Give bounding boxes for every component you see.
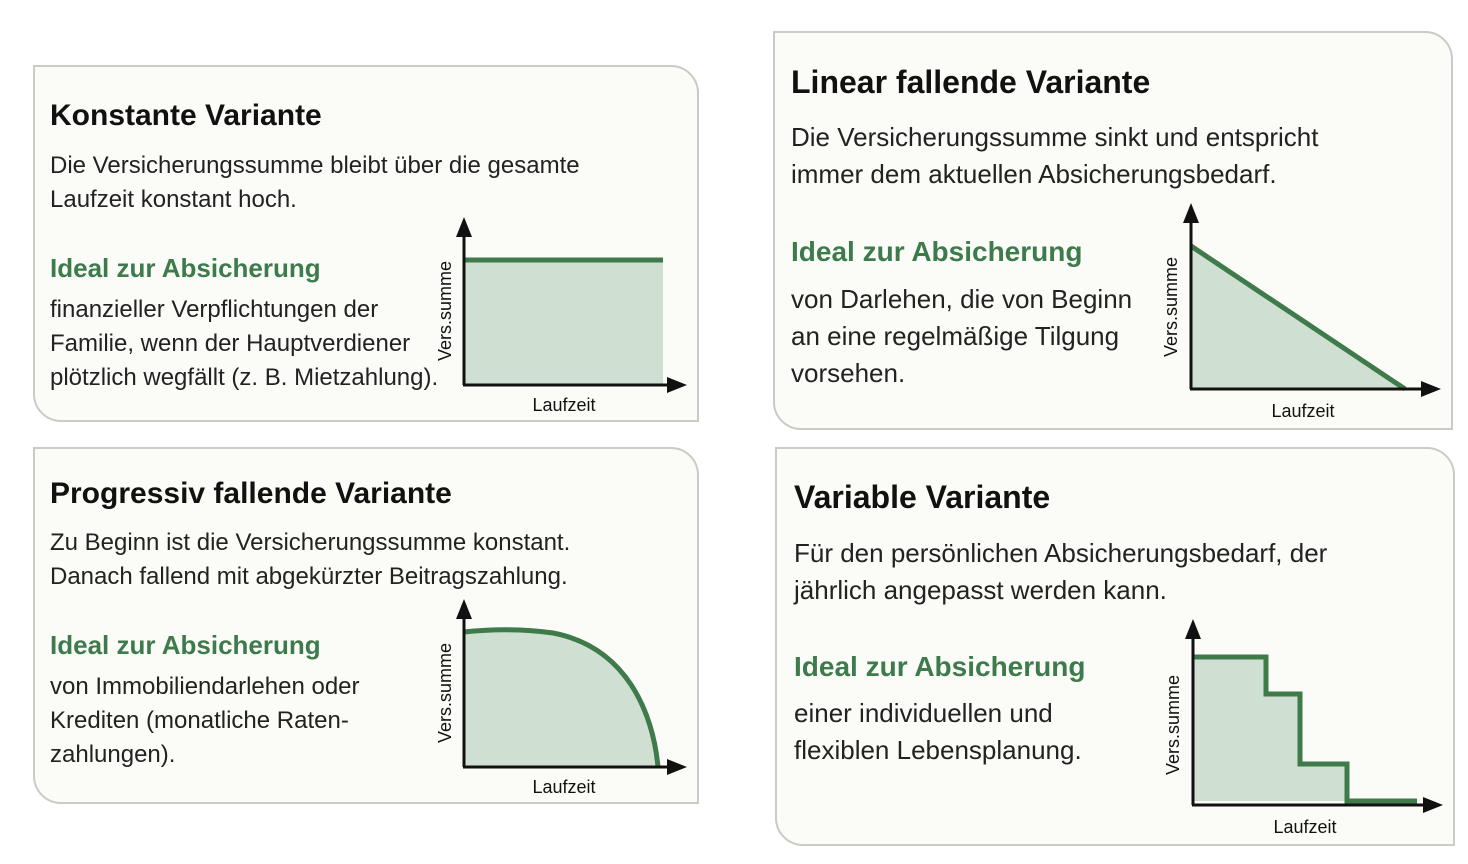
x-axis-label: Laufzeit [1273,817,1337,837]
chart-area [464,630,658,767]
constant-sum-chart [431,215,693,419]
linear-sum-chart [1155,201,1447,425]
variable-sum-chart [1157,617,1449,841]
x-axis-label: Laufzeit [532,777,596,797]
ideal-heading: Ideal zur Absicherung [791,236,1083,267]
card-description: Die Versicherungssumme sinkt und entspricht immer dem aktuellen Absicherungsbedarf. [791,122,1319,189]
x-axis-arrow [1421,381,1441,397]
ideal-text: von Immobiliendarlehen oder Krediten (monatliche Raten- zahlungen). [50,673,360,768]
y-axis-label: Vers.summe [1163,674,1183,776]
x-axis-label: Laufzeit [532,395,596,415]
card-description: Die Versicherungssumme bleibt über die gesamte Laufzeit konstant hoch. [50,152,580,213]
y-axis-arrow [1185,619,1201,639]
card-konstante-variante [33,65,699,422]
y-axis-label: Vers.summe [435,642,455,744]
card-description: Zu Beginn ist die Versicherungssumme konstant. Danach fallend mit abgekürzter Beitragszahlung. [50,529,571,590]
x-axis-arrow [1423,797,1443,813]
ideal-text: finanzieller Verpflichtungen der Familie, wenn der Hauptverdiener plötzlich wegfällt (z. B. Mietzahlung). [50,296,439,391]
x-axis-label: Laufzeit [1271,401,1335,421]
x-axis-arrow [667,759,687,775]
progressive-sum-chart [431,597,693,801]
ideal-heading: Ideal zur Absicherung [794,651,1086,682]
card-description: Für den persönlichen Absicherungsbedarf, der jährlich angepasst werden kann. [794,538,1328,605]
y-axis-label: Vers.summe [435,260,455,362]
y-axis-arrow [1183,203,1199,223]
card-title: Linear fallende Variante [791,64,1151,100]
chart-area [1193,657,1347,801]
card-title: Progressiv fallende Variante [50,477,452,510]
ideal-heading: Ideal zur Absicherung [50,253,321,283]
card-title: Konstante Variante [50,99,322,132]
card-linear-fallende-variante [773,31,1453,430]
card-variable-variante [775,447,1455,846]
y-axis-arrow [456,599,472,619]
ideal-heading: Ideal zur Absicherung [50,630,321,660]
chart-area [464,260,663,385]
ideal-text: von Darlehen, die von Beginn an eine regelmäßige Tilgung vorsehen. [791,284,1133,388]
y-axis-label: Vers.summe [1161,256,1181,358]
card-title: Variable Variante [794,479,1051,515]
x-axis-arrow [667,377,687,393]
y-axis-arrow [456,217,472,237]
ideal-text: einer individuellen und flexiblen Lebensplanung. [794,698,1082,765]
card-progressiv-fallende-variante [33,447,699,804]
